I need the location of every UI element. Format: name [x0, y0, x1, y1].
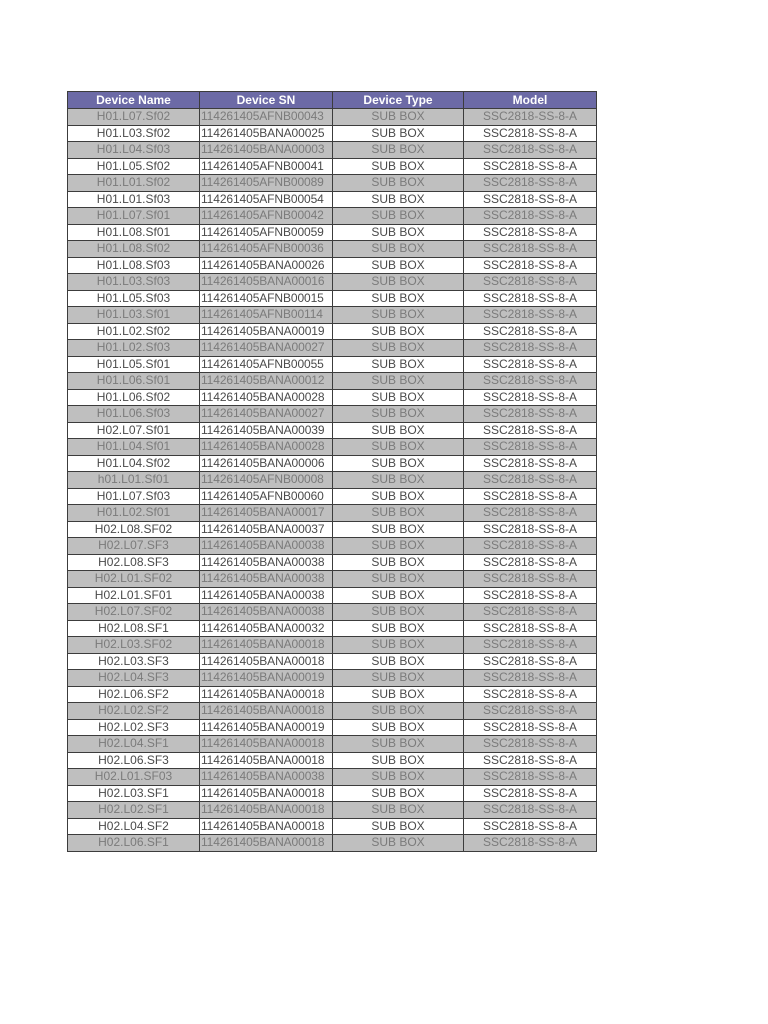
table-row: [68, 620, 597, 637]
device-sn-cell: 114261405BANA00032: [200, 620, 333, 637]
device-type-cell: SUB BOX: [333, 785, 464, 802]
table-row: [68, 802, 597, 819]
device-type-cell: SUB BOX: [333, 587, 464, 604]
device-type-cell: SUB BOX: [333, 455, 464, 472]
table-row: [68, 521, 597, 538]
device-type-cell: SUB BOX: [333, 208, 464, 225]
device-sn-cell: 114261405BANA00038: [200, 769, 333, 786]
device-name-cell: H02.L04.SF3: [68, 670, 200, 687]
header-device-name: Device Name: [68, 92, 200, 109]
model-cell: SSC2818-SS-8-A: [464, 637, 597, 654]
device-sn-cell: 114261405AFNB00059: [200, 224, 333, 241]
table-row: [68, 406, 597, 423]
model-cell: SSC2818-SS-8-A: [464, 274, 597, 291]
device-sn-cell: 114261405BANA00027: [200, 406, 333, 423]
device-sn-cell: 114261405BANA00017: [200, 505, 333, 522]
device-name-cell: H02.L02.SF2: [68, 703, 200, 720]
device-name-cell: H02.L01.SF02: [68, 571, 200, 588]
device-name-cell: H01.L01.Sf03: [68, 191, 200, 208]
device-name-cell: H01.L07.Sf03: [68, 488, 200, 505]
model-cell: SSC2818-SS-8-A: [464, 719, 597, 736]
device-type-cell: SUB BOX: [333, 752, 464, 769]
device-sn-cell: 114261405BANA00038: [200, 571, 333, 588]
device-type-cell: SUB BOX: [333, 488, 464, 505]
device-type-cell: SUB BOX: [333, 703, 464, 720]
table-row: [68, 109, 597, 126]
device-name-cell: H02.L02.SF3: [68, 719, 200, 736]
device-sn-cell: 114261405AFNB00114: [200, 307, 333, 324]
model-cell: SSC2818-SS-8-A: [464, 587, 597, 604]
device-sn-cell: 114261405BANA00018: [200, 736, 333, 753]
device-table-sheet: [67, 91, 596, 852]
device-type-cell: SUB BOX: [333, 538, 464, 555]
table-row: [68, 125, 597, 142]
device-sn-cell: 114261405BANA00003: [200, 142, 333, 159]
table-row: [68, 455, 597, 472]
table-row: [68, 307, 597, 324]
device-name-cell: H01.L06.Sf01: [68, 373, 200, 390]
device-type-cell: SUB BOX: [333, 637, 464, 654]
model-cell: SSC2818-SS-8-A: [464, 109, 597, 126]
device-name-cell: h01.L01.Sf01: [68, 472, 200, 489]
table-row: [68, 257, 597, 274]
table-row: [68, 290, 597, 307]
table-row: [68, 703, 597, 720]
device-sn-cell: 114261405BANA00037: [200, 521, 333, 538]
device-sn-cell: 114261405BANA00025: [200, 125, 333, 142]
model-cell: SSC2818-SS-8-A: [464, 505, 597, 522]
device-type-cell: SUB BOX: [333, 356, 464, 373]
model-cell: SSC2818-SS-8-A: [464, 455, 597, 472]
device-name-cell: H01.L07.Sf02: [68, 109, 200, 126]
device-name-cell: H01.L08.Sf02: [68, 241, 200, 258]
model-cell: SSC2818-SS-8-A: [464, 521, 597, 538]
table-row: [68, 208, 597, 225]
device-type-cell: SUB BOX: [333, 290, 464, 307]
device-name-cell: H02.L02.SF1: [68, 802, 200, 819]
table-row: [68, 158, 597, 175]
table-row: [68, 835, 597, 852]
device-name-cell: H01.L02.Sf02: [68, 323, 200, 340]
device-name-cell: H01.L01.Sf02: [68, 175, 200, 192]
device-type-cell: SUB BOX: [333, 257, 464, 274]
device-sn-cell: 114261405BANA00018: [200, 752, 333, 769]
table-body: [68, 109, 597, 852]
model-cell: SSC2818-SS-8-A: [464, 439, 597, 456]
model-cell: SSC2818-SS-8-A: [464, 290, 597, 307]
device-type-cell: SUB BOX: [333, 670, 464, 687]
table-row: [68, 323, 597, 340]
device-type-cell: SUB BOX: [333, 736, 464, 753]
device-sn-cell: 114261405BANA00018: [200, 653, 333, 670]
device-type-cell: SUB BOX: [333, 818, 464, 835]
model-cell: SSC2818-SS-8-A: [464, 620, 597, 637]
model-cell: SSC2818-SS-8-A: [464, 125, 597, 142]
device-sn-cell: 114261405AFNB00089: [200, 175, 333, 192]
table-row: [68, 818, 597, 835]
device-name-cell: H01.L03.Sf02: [68, 125, 200, 142]
table-row: [68, 356, 597, 373]
table-row: [68, 488, 597, 505]
device-name-cell: H02.L07.SF3: [68, 538, 200, 555]
device-sn-cell: 114261405AFNB00060: [200, 488, 333, 505]
device-name-cell: H02.L08.SF3: [68, 554, 200, 571]
device-type-cell: SUB BOX: [333, 686, 464, 703]
model-cell: SSC2818-SS-8-A: [464, 571, 597, 588]
device-sn-cell: 114261405BANA00027: [200, 340, 333, 357]
device-name-cell: H01.L05.Sf02: [68, 158, 200, 175]
device-sn-cell: 114261405BANA00018: [200, 818, 333, 835]
model-cell: SSC2818-SS-8-A: [464, 752, 597, 769]
device-type-cell: SUB BOX: [333, 224, 464, 241]
device-type-cell: SUB BOX: [333, 109, 464, 126]
table-row: [68, 274, 597, 291]
device-sn-cell: 114261405BANA00026: [200, 257, 333, 274]
table-header-row: [68, 92, 597, 109]
table-row: [68, 175, 597, 192]
model-cell: SSC2818-SS-8-A: [464, 307, 597, 324]
table-row: [68, 686, 597, 703]
device-sn-cell: 114261405BANA00018: [200, 686, 333, 703]
device-sn-cell: 114261405BANA00012: [200, 373, 333, 390]
device-name-cell: H01.L02.Sf03: [68, 340, 200, 357]
device-name-cell: H01.L04.Sf01: [68, 439, 200, 456]
device-table: [67, 91, 597, 852]
table-row: [68, 736, 597, 753]
table-row: [68, 241, 597, 258]
table-row: [68, 191, 597, 208]
device-name-cell: H01.L04.Sf03: [68, 142, 200, 159]
device-type-cell: SUB BOX: [333, 835, 464, 852]
model-cell: SSC2818-SS-8-A: [464, 158, 597, 175]
device-type-cell: SUB BOX: [333, 142, 464, 159]
model-cell: SSC2818-SS-8-A: [464, 554, 597, 571]
table-row: [68, 554, 597, 571]
device-name-cell: H02.L03.SF02: [68, 637, 200, 654]
device-name-cell: H02.L03.SF1: [68, 785, 200, 802]
table-row: [68, 472, 597, 489]
device-type-cell: SUB BOX: [333, 521, 464, 538]
device-name-cell: H02.L08.SF1: [68, 620, 200, 637]
device-name-cell: H01.L05.Sf03: [68, 290, 200, 307]
device-type-cell: SUB BOX: [333, 422, 464, 439]
table-row: [68, 769, 597, 786]
device-type-cell: SUB BOX: [333, 323, 464, 340]
device-type-cell: SUB BOX: [333, 307, 464, 324]
device-sn-cell: 114261405AFNB00042: [200, 208, 333, 225]
device-sn-cell: 114261405BANA00018: [200, 637, 333, 654]
model-cell: SSC2818-SS-8-A: [464, 769, 597, 786]
model-cell: SSC2818-SS-8-A: [464, 686, 597, 703]
table-row: [68, 505, 597, 522]
device-name-cell: H02.L04.SF1: [68, 736, 200, 753]
device-sn-cell: 114261405AFNB00054: [200, 191, 333, 208]
header-model: Model: [464, 92, 597, 109]
device-type-cell: SUB BOX: [333, 472, 464, 489]
table-row: [68, 422, 597, 439]
header-device-type: Device Type: [333, 92, 464, 109]
device-type-cell: SUB BOX: [333, 719, 464, 736]
device-sn-cell: 114261405BANA00039: [200, 422, 333, 439]
device-sn-cell: 114261405BANA00006: [200, 455, 333, 472]
model-cell: SSC2818-SS-8-A: [464, 670, 597, 687]
table-row: [68, 752, 597, 769]
table-row: [68, 571, 597, 588]
device-name-cell: H01.L08.Sf01: [68, 224, 200, 241]
device-type-cell: SUB BOX: [333, 554, 464, 571]
device-name-cell: H02.L06.SF1: [68, 835, 200, 852]
device-sn-cell: 114261405BANA00038: [200, 604, 333, 621]
device-type-cell: SUB BOX: [333, 620, 464, 637]
device-sn-cell: 114261405BANA00016: [200, 274, 333, 291]
model-cell: SSC2818-SS-8-A: [464, 356, 597, 373]
device-type-cell: SUB BOX: [333, 653, 464, 670]
device-type-cell: SUB BOX: [333, 241, 464, 258]
table-row: [68, 719, 597, 736]
device-name-cell: H01.L05.Sf01: [68, 356, 200, 373]
device-sn-cell: 114261405AFNB00036: [200, 241, 333, 258]
model-cell: SSC2818-SS-8-A: [464, 422, 597, 439]
model-cell: SSC2818-SS-8-A: [464, 818, 597, 835]
model-cell: SSC2818-SS-8-A: [464, 389, 597, 406]
device-type-cell: SUB BOX: [333, 406, 464, 423]
device-name-cell: H02.L01.SF01: [68, 587, 200, 604]
table-row: [68, 587, 597, 604]
device-type-cell: SUB BOX: [333, 802, 464, 819]
model-cell: SSC2818-SS-8-A: [464, 785, 597, 802]
device-sn-cell: 114261405AFNB00008: [200, 472, 333, 489]
device-type-cell: SUB BOX: [333, 340, 464, 357]
device-type-cell: SUB BOX: [333, 571, 464, 588]
device-sn-cell: 114261405BANA00018: [200, 703, 333, 720]
device-sn-cell: 114261405BANA00019: [200, 719, 333, 736]
model-cell: SSC2818-SS-8-A: [464, 472, 597, 489]
device-type-cell: SUB BOX: [333, 373, 464, 390]
device-name-cell: H02.L07.SF02: [68, 604, 200, 621]
device-type-cell: SUB BOX: [333, 604, 464, 621]
device-name-cell: H01.L04.Sf02: [68, 455, 200, 472]
device-name-cell: H01.L07.Sf01: [68, 208, 200, 225]
device-name-cell: H01.L06.Sf02: [68, 389, 200, 406]
model-cell: SSC2818-SS-8-A: [464, 175, 597, 192]
device-name-cell: H01.L06.Sf03: [68, 406, 200, 423]
model-cell: SSC2818-SS-8-A: [464, 653, 597, 670]
model-cell: SSC2818-SS-8-A: [464, 191, 597, 208]
device-type-cell: SUB BOX: [333, 389, 464, 406]
model-cell: SSC2818-SS-8-A: [464, 835, 597, 852]
device-name-cell: H02.L08.SF02: [68, 521, 200, 538]
device-name-cell: H02.L03.SF3: [68, 653, 200, 670]
device-sn-cell: 114261405AFNB00043: [200, 109, 333, 126]
model-cell: SSC2818-SS-8-A: [464, 604, 597, 621]
device-sn-cell: 114261405BANA00028: [200, 389, 333, 406]
model-cell: SSC2818-SS-8-A: [464, 224, 597, 241]
device-sn-cell: 114261405BANA00028: [200, 439, 333, 456]
device-name-cell: H02.L06.SF3: [68, 752, 200, 769]
model-cell: SSC2818-SS-8-A: [464, 802, 597, 819]
table-row: [68, 538, 597, 555]
table-row: [68, 637, 597, 654]
device-sn-cell: 114261405BANA00038: [200, 554, 333, 571]
table-row: [68, 785, 597, 802]
device-sn-cell: 114261405BANA00038: [200, 587, 333, 604]
model-cell: SSC2818-SS-8-A: [464, 323, 597, 340]
model-cell: SSC2818-SS-8-A: [464, 736, 597, 753]
table-row: [68, 653, 597, 670]
model-cell: SSC2818-SS-8-A: [464, 241, 597, 258]
device-name-cell: H02.L01.SF03: [68, 769, 200, 786]
table-row: [68, 670, 597, 687]
model-cell: SSC2818-SS-8-A: [464, 257, 597, 274]
table-row: [68, 389, 597, 406]
device-sn-cell: 114261405BANA00038: [200, 538, 333, 555]
device-name-cell: H01.L02.Sf01: [68, 505, 200, 522]
device-name-cell: H01.L03.Sf01: [68, 307, 200, 324]
device-sn-cell: 114261405BANA00019: [200, 670, 333, 687]
table-row: [68, 142, 597, 159]
model-cell: SSC2818-SS-8-A: [464, 406, 597, 423]
device-sn-cell: 114261405BANA00019: [200, 323, 333, 340]
device-sn-cell: 114261405AFNB00041: [200, 158, 333, 175]
device-name-cell: H02.L06.SF2: [68, 686, 200, 703]
device-type-cell: SUB BOX: [333, 505, 464, 522]
device-type-cell: SUB BOX: [333, 274, 464, 291]
table-row: [68, 224, 597, 241]
device-type-cell: SUB BOX: [333, 769, 464, 786]
table-row: [68, 340, 597, 357]
device-sn-cell: 114261405AFNB00015: [200, 290, 333, 307]
device-name-cell: H02.L07.Sf01: [68, 422, 200, 439]
device-type-cell: SUB BOX: [333, 191, 464, 208]
model-cell: SSC2818-SS-8-A: [464, 340, 597, 357]
device-sn-cell: 114261405AFNB00055: [200, 356, 333, 373]
device-type-cell: SUB BOX: [333, 158, 464, 175]
device-type-cell: SUB BOX: [333, 125, 464, 142]
device-name-cell: H01.L03.Sf03: [68, 274, 200, 291]
table-row: [68, 439, 597, 456]
model-cell: SSC2818-SS-8-A: [464, 208, 597, 225]
model-cell: SSC2818-SS-8-A: [464, 488, 597, 505]
model-cell: SSC2818-SS-8-A: [464, 703, 597, 720]
device-sn-cell: 114261405BANA00018: [200, 785, 333, 802]
model-cell: SSC2818-SS-8-A: [464, 142, 597, 159]
model-cell: SSC2818-SS-8-A: [464, 538, 597, 555]
table-row: [68, 604, 597, 621]
device-sn-cell: 114261405BANA00018: [200, 802, 333, 819]
model-cell: SSC2818-SS-8-A: [464, 373, 597, 390]
header-device-sn: Device SN: [200, 92, 333, 109]
device-name-cell: H02.L04.SF2: [68, 818, 200, 835]
device-type-cell: SUB BOX: [333, 175, 464, 192]
device-type-cell: SUB BOX: [333, 439, 464, 456]
device-sn-cell: 114261405BANA00018: [200, 835, 333, 852]
table-row: [68, 373, 597, 390]
device-name-cell: H01.L08.Sf03: [68, 257, 200, 274]
